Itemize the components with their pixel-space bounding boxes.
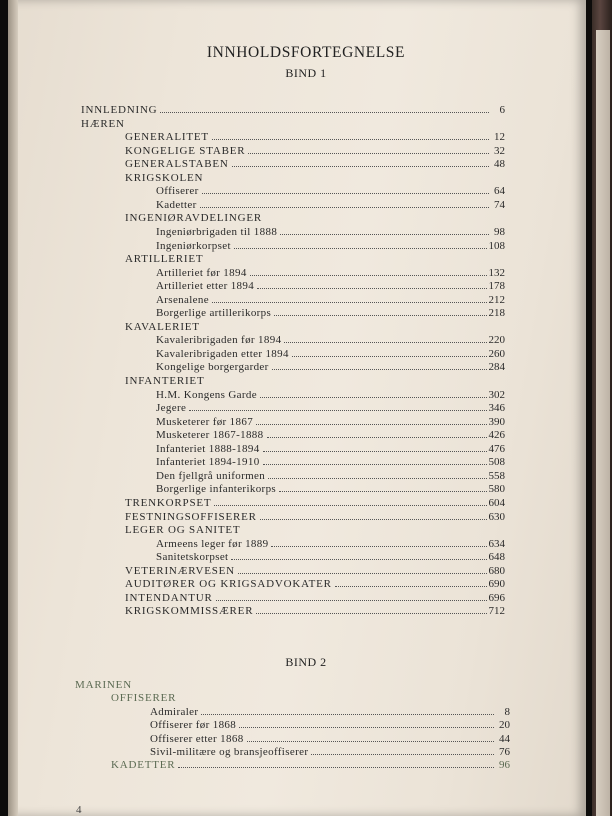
toc-entry-label: HÆREN	[81, 117, 125, 130]
toc-leader-dots	[214, 505, 486, 506]
toc-entry	[156, 292, 505, 306]
toc-entry-page: 680	[488, 564, 505, 577]
toc-entry	[156, 359, 505, 373]
toc-entry-label: Admiraler	[150, 705, 199, 718]
toc-entry	[156, 265, 505, 279]
toc-entry	[125, 509, 505, 523]
toc-entry-label: Borgerlige infanterikorps	[156, 483, 277, 496]
toc-entry-label: Ingeniørkorpset	[156, 239, 231, 252]
toc-entry-label: FESTNINGSOFFISERER	[125, 510, 257, 523]
toc-leader-dots	[231, 559, 486, 560]
toc-entry	[125, 210, 505, 224]
toc-entry	[125, 156, 505, 170]
facing-page-edge	[592, 0, 612, 816]
toc-entry	[125, 143, 505, 157]
toc-leader-dots	[257, 288, 486, 289]
toc-entry-page: 220	[488, 334, 505, 347]
toc-entry-label: Kavaleribrigaden før 1894	[156, 334, 282, 347]
toc-entry	[150, 704, 510, 718]
toc-leader-dots	[216, 600, 487, 601]
toc-entry	[150, 717, 510, 731]
toc-entry-page: 8	[504, 705, 510, 718]
toc-entry	[156, 332, 505, 346]
toc-entry-page: 284	[488, 361, 505, 374]
toc-entry-page: 696	[488, 591, 505, 604]
toc-leader-dots	[239, 727, 494, 728]
toc-entry	[156, 400, 505, 414]
toc-entry-label: GENERALSTABEN	[125, 158, 229, 171]
toc-entry	[156, 183, 505, 197]
toc-entry-label: INGENIØRAVDELINGER	[125, 212, 263, 225]
toc-entry	[125, 319, 505, 333]
toc-entry-label: TRENKORPSET	[125, 496, 212, 509]
toc-entry	[75, 677, 510, 691]
toc-entry-label: KADETTER	[111, 759, 176, 772]
toc-entry-label: Offiserer etter 1868	[150, 732, 244, 745]
toc-entry-page: 580	[488, 483, 505, 496]
toc-leader-dots	[250, 275, 487, 276]
toc-leader-dots	[274, 315, 486, 316]
toc-entry-page: 346	[488, 402, 505, 415]
toc-leader-dots	[271, 546, 486, 547]
toc-entry-page: 96	[499, 759, 510, 772]
toc-leader-dots	[247, 741, 494, 742]
toc-entry-label: KONGELIGE STABER	[125, 144, 246, 157]
toc-leader-dots	[335, 586, 487, 587]
page-gutter	[8, 0, 18, 816]
toc-entry-label: Infanteriet 1894-1910	[156, 456, 260, 469]
toc-entry	[156, 454, 505, 468]
toc-leader-dots	[263, 464, 487, 465]
toc-entry	[156, 305, 505, 319]
toc-entry	[156, 346, 505, 360]
toc-leader-dots	[260, 519, 487, 520]
toc-entry-label: OFFISERER	[111, 692, 177, 705]
toc-entry-page: 98	[494, 225, 505, 238]
toc-entry-page: 74	[494, 198, 505, 211]
toc-leader-dots	[268, 478, 486, 479]
toc-entry	[156, 427, 505, 441]
toc-leader-dots	[212, 302, 487, 303]
toc-entry-page: 6	[499, 104, 505, 116]
toc-entry-label: Borgerlige artillerikorps	[156, 307, 272, 320]
toc-entry	[150, 731, 510, 745]
toc-entry-label: Artilleriet etter 1894	[156, 280, 255, 293]
toc-entry-label: Kadetter	[156, 198, 197, 211]
toc-entry-label: Sivil-militære og bransjeoffiserer	[150, 746, 309, 758]
toc-entry-page: 218	[488, 307, 505, 320]
toc-entry-label: Musketerer 1867-1888	[156, 429, 264, 442]
toc-entry-page: 178	[488, 280, 505, 293]
toc-leader-dots	[263, 451, 487, 452]
toc-entry	[125, 563, 505, 577]
toc-entry-label: Offiserer	[156, 185, 199, 198]
toc-entry-page: 32	[494, 144, 505, 157]
toc-leader-dots	[178, 767, 494, 768]
page-title: INNHOLDSFORTEGNELSE	[206, 44, 406, 61]
toc-entry	[125, 576, 505, 590]
toc-leader-dots	[212, 139, 489, 140]
toc-leader-dots	[232, 166, 489, 167]
toc-leader-dots	[267, 437, 487, 438]
toc-entry	[111, 690, 510, 704]
toc-entry	[156, 224, 505, 238]
toc-entry-label: Arsenalene	[156, 293, 209, 306]
toc-entry	[125, 373, 505, 387]
toc-entry-label: Kongelige borgergarder	[156, 361, 269, 374]
toc-entry	[156, 549, 505, 563]
toc-entry-label: Offiserer før 1868	[150, 719, 237, 732]
toc-entry	[156, 197, 505, 211]
volume-1-heading: BIND 1	[285, 66, 327, 80]
toc-entry-label: KAVALERIET	[125, 320, 200, 333]
toc-leader-dots	[202, 193, 489, 194]
toc-entry-label: Artilleriet før 1894	[156, 266, 247, 279]
toc-entry-label: AUDITØRER OG KRIGSADVOKATER	[125, 578, 332, 591]
toc-leader-dots	[284, 342, 486, 343]
toc-entry-page: 558	[488, 469, 505, 482]
toc-leader-dots	[248, 153, 489, 154]
toc-leader-dots	[279, 491, 486, 492]
toc-entry	[156, 441, 505, 455]
toc-entry-page: 20	[499, 719, 510, 732]
toc-entry	[125, 522, 505, 536]
toc-entry-label: INNLEDNING	[81, 104, 158, 116]
toc-entry-label: KRIGSKOLEN	[125, 171, 204, 184]
toc-entry-label: Den fjellgrå uniformen	[156, 469, 266, 482]
toc-entry	[150, 744, 510, 758]
toc-entry-label: GENERALITET	[125, 131, 209, 144]
toc-entry	[156, 387, 505, 401]
toc-entry-page: 76	[499, 746, 510, 758]
toc-entry	[156, 481, 505, 495]
toc-entry-page: 712	[488, 605, 505, 618]
toc-entry	[156, 238, 505, 252]
toc-leader-dots	[189, 410, 486, 411]
toc-leader-dots	[280, 234, 489, 235]
toc-entry-page: 630	[488, 510, 505, 523]
toc-entry-page: 212	[488, 293, 505, 306]
toc-entry	[125, 251, 505, 265]
toc-entry-label: MARINEN	[75, 679, 132, 691]
toc-entry-page: 476	[488, 442, 505, 455]
toc-entry-label: Armeens leger før 1889	[156, 537, 269, 550]
toc-entry	[125, 170, 505, 184]
toc-entry-page: 390	[488, 415, 505, 428]
toc-entry-page: 132	[488, 266, 505, 279]
toc-entry-label: LEGER OG SANITET	[125, 524, 241, 537]
toc-entry-label: KRIGSKOMMISSÆRER	[125, 605, 254, 618]
toc-entry-page: 690	[488, 578, 505, 591]
toc-entry-label: Sanitetskorpset	[156, 551, 229, 564]
toc-entry-label: H.M. Kongens Garde	[156, 388, 258, 401]
toc-entry-page: 48	[494, 158, 505, 171]
toc-entry	[156, 414, 505, 428]
toc-entry-label: INTENDANTUR	[125, 591, 213, 604]
toc-entry	[81, 116, 505, 130]
toc-leader-dots	[292, 356, 487, 357]
toc-entry-label: Ingeniørbrigaden til 1888	[156, 225, 278, 238]
toc-entry-label: INFANTERIET	[125, 375, 205, 387]
toc-entry	[156, 536, 505, 550]
toc-entry-page: 634	[488, 537, 505, 550]
toc-entry-label: Jegere	[156, 402, 187, 415]
toc-entry-page: 64	[494, 185, 505, 198]
toc-entry	[156, 468, 505, 482]
toc-leader-dots	[260, 397, 486, 398]
toc-entry-label: ARTILLERIET	[125, 253, 204, 266]
toc-entry	[125, 590, 505, 604]
toc-leader-dots	[256, 613, 486, 614]
toc-entry-page: 302	[488, 388, 505, 401]
toc-entry	[156, 278, 505, 292]
toc-entry	[111, 757, 510, 771]
toc-entry	[125, 129, 505, 143]
toc-entry	[125, 495, 505, 509]
toc-entry-page: 108	[488, 239, 505, 252]
toc-entry-label: Kavaleribrigaden etter 1894	[156, 347, 289, 360]
toc-entry-page: 604	[488, 496, 505, 509]
page-number: 4	[76, 804, 82, 816]
toc-leader-dots	[200, 207, 489, 208]
toc-leader-dots	[238, 573, 487, 574]
volume-2-heading: BIND 2	[285, 655, 327, 669]
toc-entry-label: VETERINÆRVESEN	[125, 564, 235, 577]
toc-leader-dots	[201, 714, 494, 715]
toc-entry-page: 260	[488, 347, 505, 360]
toc-entry	[81, 102, 505, 116]
toc-entry-page: 508	[488, 456, 505, 469]
toc-entry-page: 12	[494, 131, 505, 144]
toc-entry-label: Infanteriet 1888-1894	[156, 442, 260, 455]
toc-leader-dots	[160, 112, 489, 113]
toc-leader-dots	[272, 369, 487, 370]
toc-leader-dots	[234, 248, 487, 249]
toc-entry-page: 648	[488, 551, 505, 564]
toc-leader-dots	[311, 754, 494, 755]
toc-entry-page: 44	[499, 732, 510, 745]
toc-leader-dots	[256, 424, 486, 425]
toc-entry-page: 426	[488, 429, 505, 442]
toc-entry	[125, 603, 505, 617]
toc-entry-label: Musketerer før 1867	[156, 415, 254, 428]
